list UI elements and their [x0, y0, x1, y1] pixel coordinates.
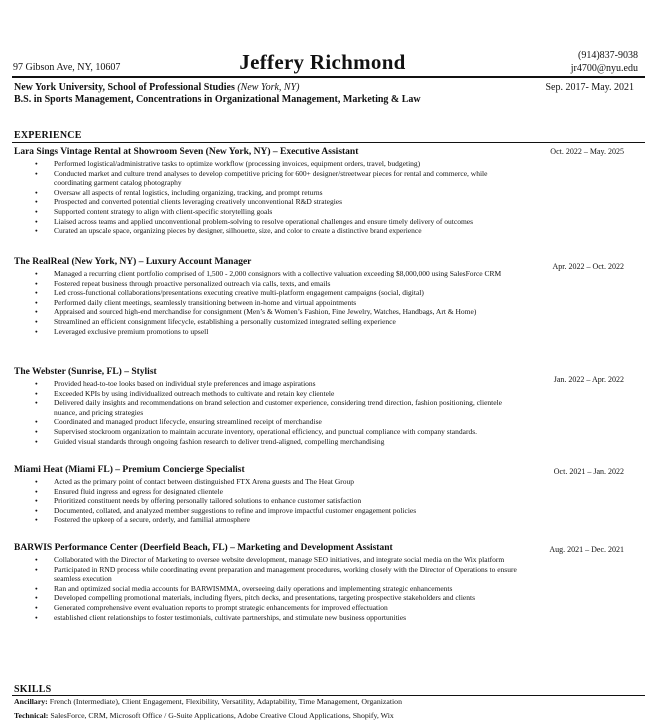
job-bullets [14, 269, 630, 336]
job-dates: Apr. 2022 – Oct. 2022 [552, 262, 624, 271]
skills-ancillary [14, 697, 402, 707]
job-dates: Jan. 2022 – Apr. 2022 [553, 375, 624, 384]
bullet-item: ● Conducted market and culture trend analyses to develop competitive pricing for 600+ designer/streetwear pieces for rental and commerce, while coordinating garment catalog photography [14, 169, 522, 188]
job-entry [14, 146, 630, 236]
bullet-item: ● Led cross-functional collaborations/presentations executing creative multi-platform engagement campaigns (social, digital) [14, 288, 522, 298]
bullet-item: ● Ensured fluid ingress and egress for designated clientele [14, 487, 522, 497]
job-title: The Webster (Sunrise, FL) – Stylist [14, 367, 157, 377]
skills-divider [12, 695, 645, 696]
education-entry [14, 82, 634, 106]
job-bullets [14, 477, 630, 525]
skills-technical [14, 711, 394, 721]
bullet-item: ● Performed daily client meetings, seamlessly transitioning between in-home and virtual appointments [14, 298, 522, 308]
job-dates: Oct. 2022 – May. 2025 [550, 147, 624, 156]
bullet-item: ● Curated an upscale space, organizing pieces by designer, silhouette, size, and color to create a distinctive brand experience [14, 226, 522, 236]
bullet-item: ● Fostered the upkeep of a secure, orderly, and familial atmosphere [14, 515, 522, 525]
bullet-item: ● Appraised and sourced high-end merchandise for consignment (Men’s & Women’s Fashion, Fine Jewelry, Watches, Handbags, Art & Home) [14, 307, 522, 317]
job-bullets [14, 555, 630, 622]
bullet-item: ● Ran and optimized social media accounts for BARWISMMA, overseeing daily operations and implementing strategic enhancements [14, 584, 522, 594]
skills-heading: SKILLS [14, 684, 52, 695]
bullet-item: ● Leveraged exclusive premium promotions to upsell [14, 327, 522, 337]
bullet-item: ● Performed logistical/administrative tasks to optimize workflow (processing invoices, equipment orders, travel, budgeting) [14, 159, 522, 169]
bullet-item: ● Supervised stockroom organization to maintain accurate inventory, operational efficiency, and punctual compliance with company standards. [14, 427, 522, 437]
skills-ancillary-label: Ancillary: [14, 697, 48, 706]
bullet-item: ● Supported content strategy to align with client-specific storytelling goals [14, 207, 522, 217]
job-entry [14, 366, 630, 446]
job-title: BARWIS Performance Center (Deerfield Beach, FL) – Marketing and Development Assistant [14, 543, 393, 553]
job-title: The RealReal (New York, NY) – Luxury Account Manager [14, 257, 252, 267]
bullet-item: ● Prospected and converted potential clients leveraging creatively unconventional R&D strategies [14, 197, 522, 207]
bullet-item: ● Guided visual standards through ongoing fashion research to deliver trend-aligned, compelling merchandising [14, 437, 522, 447]
address: 97 Gibson Ave, NY, 10607 [13, 62, 121, 73]
bullet-item: ● Prioritized constituent needs by offering personally tailored solutions to enhance customer satisfaction [14, 496, 522, 506]
job-title: Miami Heat (Miami FL) – Premium Concierge Specialist [14, 465, 245, 475]
bullet-item: ● Developed compelling promotional materials, including flyers, pitch decks, and presentations, targeting prospective stakeholders and clients [14, 593, 522, 603]
bullet-item: ● Documented, collated, and analyzed member suggestions to refine and improve impactful customer engagement policies [14, 506, 522, 516]
job-bullets [14, 159, 630, 236]
job-title: Lara Sings Vintage Rental at Showroom Seven (New York, NY) – Executive Assistant [14, 147, 359, 157]
bullet-item: ● established client relationships to foster testimonials, cultivate partnerships, and stimulate new business opportunities [14, 613, 522, 623]
candidate-name: Jeffery Richmond [239, 50, 406, 74]
degree: B.S. in Sports Management, Concentrations in Organizational Management, Marketing & Law [14, 94, 421, 105]
school-location: (New York, NY) [237, 82, 300, 93]
phone-number: (914)837-9038 [578, 50, 638, 61]
bullet-item: ● Collaborated with the Director of Marketing to oversee website development, manage SEO initiatives, and integrate social media on the Wix platform [14, 555, 522, 565]
bullet-item: ● Participated in RND process while coordinating event preparation and management procedures, working closely with the Director of Operations to ensure seamless execution [14, 565, 522, 584]
bullet-item: ● Exceeded KPIs by using individualized outreach methods to cultivate and retain key clientele [14, 389, 522, 399]
skills-technical-list: SalesForce, CRM, Microsoft Office / G-Suite Applications, Adobe Creative Cloud Applications, Shopify, Wix [50, 711, 394, 720]
bullet-item: ● Delivered daily insights and recommendations on brand selection and customer experience, considering trend direction, fashion positioning, clientele nuance, and pricing strategies [14, 398, 522, 417]
bullet-item: ● Liaised across teams and applied unconventional problem-solving to resolve operational challenges and ensure timely delivery of outcomes [14, 217, 522, 227]
bullet-item: ● Managed a recurring client portfolio comprised of 1,500 - 2,000 consignors with a collective valuation exceeding $8,000,000 using SalesForce CRM [14, 269, 522, 279]
job-dates: Oct. 2021 – Jan. 2022 [553, 467, 624, 476]
bullet-item: ● Fostered repeat business through proactive personalized outreach via calls, texts, and emails [14, 279, 522, 289]
bullet-item: ● Coordinated and managed product lifecycle, ensuring streamlined receipt of merchandise [14, 417, 522, 427]
bullet-item: ● Acted as the primary point of contact between distinguished FTX Arena guests and The Heat Group [14, 477, 522, 487]
contact-info [571, 49, 638, 75]
bullet-item: ● Oversaw all aspects of rental logistics, including organizing, tracking, and prompt returns [14, 188, 522, 198]
job-bullets [14, 379, 630, 446]
bullet-item: ● Streamlined an efficient consignment lifecycle, establishing a personally customized integrated selling experience [14, 317, 522, 327]
job-entry [14, 542, 630, 622]
bullet-item: ● Provided head-to-toe looks based on individual style preferences and image aspirations [14, 379, 522, 389]
experience-divider [12, 142, 645, 143]
skills-technical-label: Technical: [14, 711, 49, 720]
job-dates: Aug. 2021 – Dec. 2021 [549, 545, 624, 554]
resume-header [0, 0, 645, 80]
education-dates: Sep. 2017- May. 2021 [545, 82, 634, 93]
experience-heading: EXPERIENCE [14, 130, 82, 141]
bullet-item: ● Generated comprehensive event evaluation reports to prompt strategic enhancements for improved effectuation [14, 603, 522, 613]
email-address: jr4700@nyu.edu [570, 63, 638, 74]
job-entry [14, 464, 630, 525]
header-divider [12, 76, 645, 78]
job-entry [14, 256, 630, 336]
skills-ancillary-list: French (Intermediate), Client Engagement, Flexibility, Versatility, Adaptability, Time Management, Organization [49, 697, 402, 706]
school-name: New York University, School of Professional Studies [14, 82, 235, 93]
